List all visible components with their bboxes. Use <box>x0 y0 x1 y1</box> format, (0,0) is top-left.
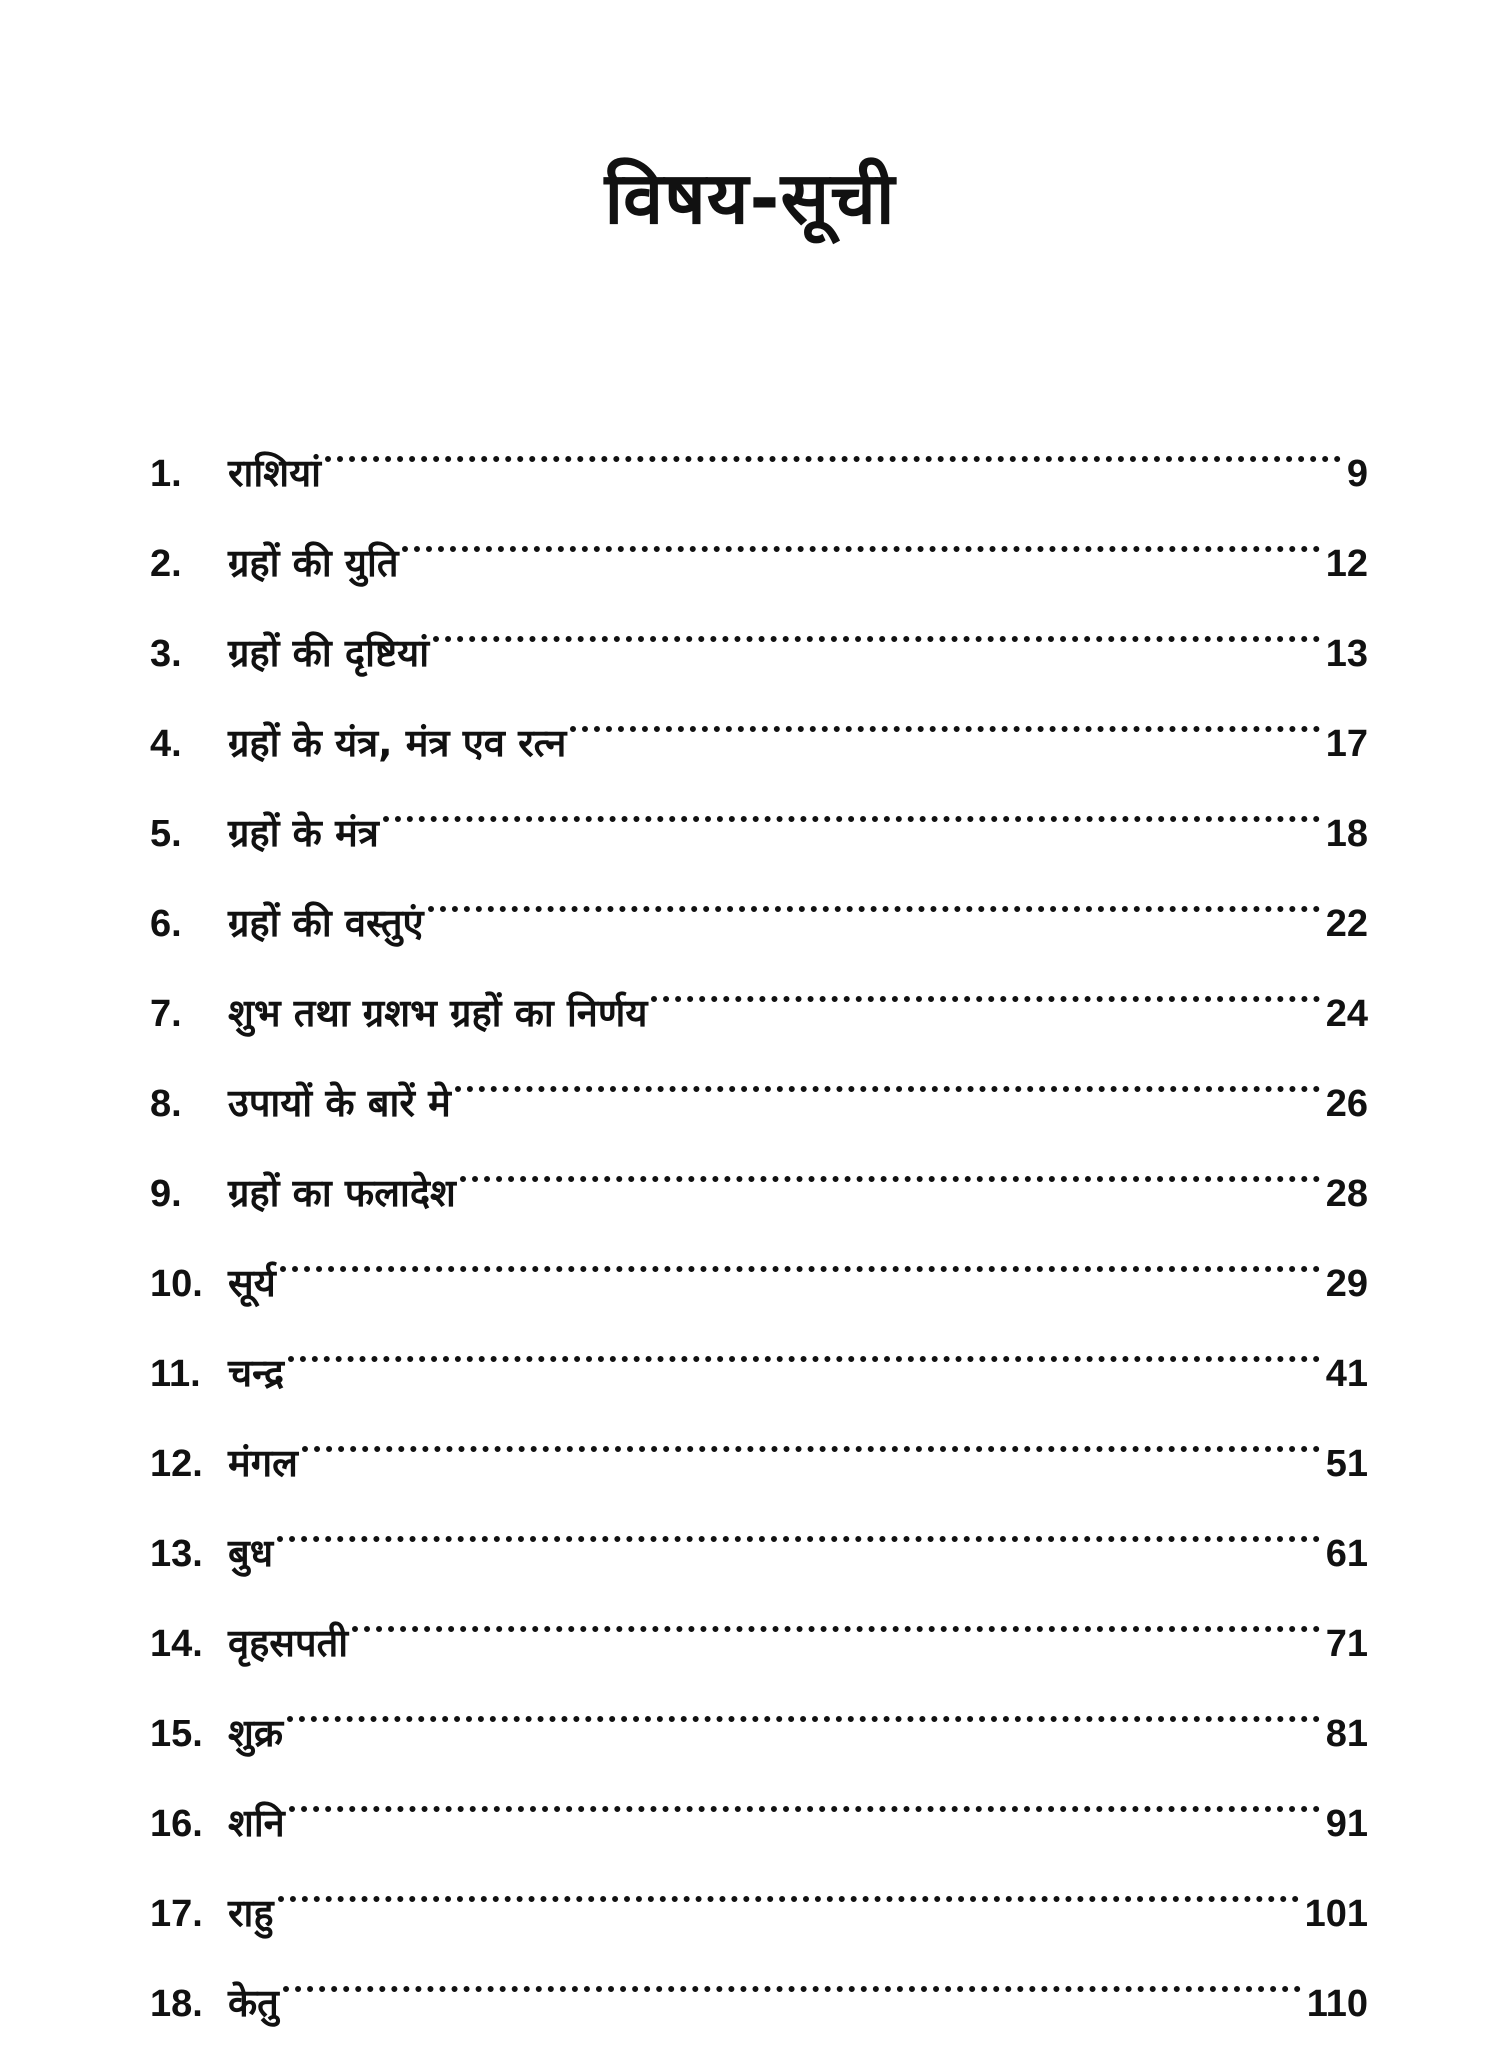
dot-leader <box>383 756 1320 846</box>
dot-leader <box>402 486 1319 576</box>
entry-page-number: 22 <box>1325 903 1368 945</box>
toc-entry-14 <box>150 1566 1368 1665</box>
entry-page-number: 61 <box>1325 1533 1368 1575</box>
entry-page-number: 28 <box>1325 1173 1368 1215</box>
entry-number: 5. <box>150 813 182 855</box>
entry-page-number: 110 <box>1306 1983 1368 2025</box>
toc-entry-18 <box>150 1926 1368 2025</box>
dot-leader <box>455 1026 1320 1116</box>
entry-page-number: 71 <box>1325 1623 1368 1665</box>
dot-leader <box>651 936 1319 1026</box>
entry-number: 14. <box>150 1623 203 1665</box>
entry-number: 9. <box>150 1173 182 1215</box>
dot-leader <box>289 1746 1320 1836</box>
entry-number: 17. <box>150 1893 203 1935</box>
entry-number: 4. <box>150 723 182 765</box>
entry-title: उपायों के बारें मे <box>228 1081 451 1125</box>
entry-title: वृहसपती <box>228 1621 349 1665</box>
entry-number: 12. <box>150 1443 203 1485</box>
entry-title: ग्रहों की दृष्टियां <box>228 631 430 675</box>
dot-leader <box>280 1206 1320 1296</box>
entry-title: शुक्र <box>228 1711 284 1755</box>
entry-page-number: 9 <box>1346 453 1368 495</box>
entry-title: चन्द्र <box>228 1351 285 1395</box>
entry-page-number: 17 <box>1325 723 1368 765</box>
entry-title: शनि <box>228 1801 285 1845</box>
entry-page-number: 29 <box>1325 1263 1368 1305</box>
entry-page-number: 12 <box>1325 543 1368 585</box>
entry-title: ग्रहों की युति <box>228 541 399 585</box>
toc-entry-10 <box>150 1206 1368 1305</box>
toc-entry-13 <box>150 1476 1368 1575</box>
entry-page-number: 81 <box>1325 1713 1368 1755</box>
dot-leader <box>325 396 1341 486</box>
entry-title: शुभ तथा ग्रशभ ग्रहों का निर्णय <box>228 991 648 1035</box>
dot-leader <box>433 576 1320 666</box>
entry-number: 3. <box>150 633 182 675</box>
entry-title: मंगल <box>228 1441 298 1485</box>
toc-entry-15 <box>150 1656 1368 1755</box>
entry-number: 10. <box>150 1263 203 1305</box>
dot-leader <box>428 846 1320 936</box>
entry-number: 6. <box>150 903 182 945</box>
entry-number: 2. <box>150 543 182 585</box>
toc-entry-12 <box>150 1386 1368 1485</box>
page-title: विषय-सूची <box>604 156 896 241</box>
entry-page-number: 26 <box>1325 1083 1368 1125</box>
entry-number: 15. <box>150 1713 203 1755</box>
dot-leader <box>570 666 1319 756</box>
entry-title: राशियां <box>228 451 321 495</box>
entry-page-number: 91 <box>1325 1803 1368 1845</box>
entry-number: 13. <box>150 1533 203 1575</box>
entry-title: ग्रहों का फलादेश <box>228 1171 456 1215</box>
toc-entry-17 <box>150 1836 1368 1935</box>
entry-title: बुध <box>228 1531 274 1575</box>
entry-number: 18. <box>150 1983 203 2025</box>
entry-title: सूर्य <box>228 1261 276 1305</box>
dot-leader <box>278 1836 1299 1926</box>
entry-page-number: 18 <box>1325 813 1368 855</box>
entry-number: 1. <box>150 453 182 495</box>
entry-page-number: 13 <box>1325 633 1368 675</box>
dot-leader <box>460 1116 1320 1206</box>
dot-leader <box>283 1926 1301 2016</box>
toc-entry-2 <box>150 486 1368 585</box>
toc-entry-16 <box>150 1746 1368 1845</box>
dot-leader <box>287 1656 1320 1746</box>
entry-page-number: 41 <box>1325 1353 1368 1395</box>
entry-number: 8. <box>150 1083 182 1125</box>
entry-title: ग्रहों के यंत्र, मंत्र एव रत्न <box>228 721 567 765</box>
toc-entry-11 <box>150 1296 1368 1395</box>
entry-number: 16. <box>150 1803 203 1845</box>
entry-title: ग्रहों के मंत्र <box>228 811 379 855</box>
table-of-contents <box>150 396 1368 2025</box>
toc-entry-1 <box>150 396 1368 495</box>
entry-title: राहु <box>228 1891 274 1935</box>
entry-page-number: 51 <box>1325 1443 1368 1485</box>
dot-leader <box>302 1386 1320 1476</box>
dot-leader <box>277 1476 1320 1566</box>
entry-number: 11. <box>150 1353 201 1395</box>
entry-number: 7. <box>150 993 182 1035</box>
entry-title: केतु <box>228 1981 279 2025</box>
dot-leader <box>352 1566 1320 1656</box>
entry-page-number: 24 <box>1325 993 1368 1035</box>
entry-page-number: 101 <box>1304 1893 1368 1935</box>
dot-leader <box>288 1296 1320 1386</box>
entry-title: ग्रहों की वस्तुएं <box>228 901 424 945</box>
